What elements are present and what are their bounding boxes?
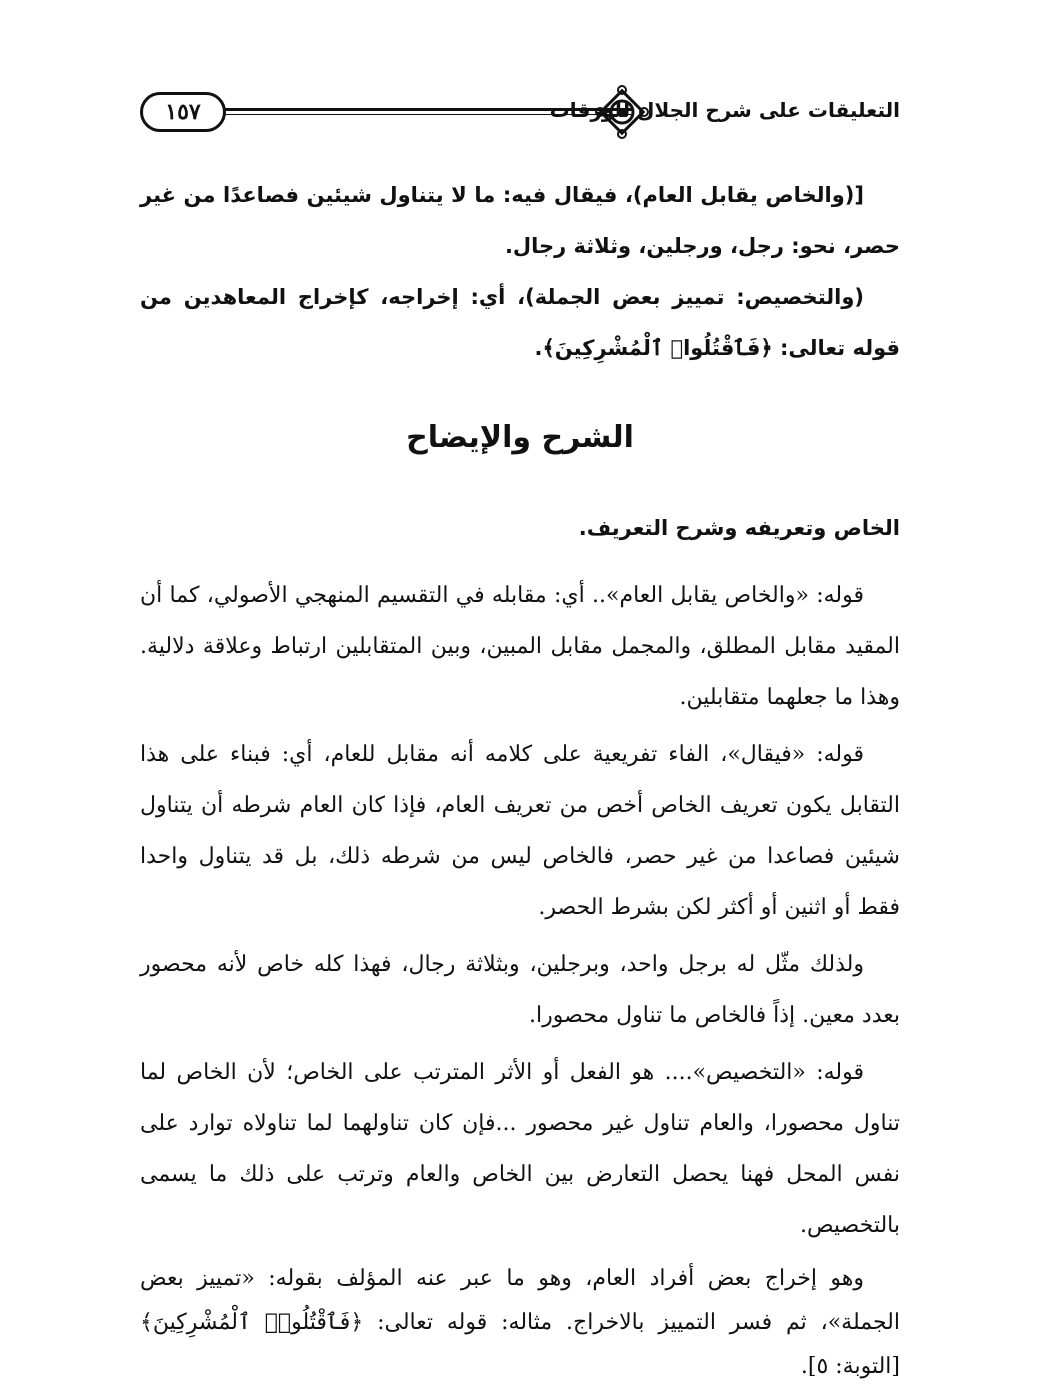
body-paragraph: قوله: «فيقال»، الفاء تفريعية على كلامه أنه مقابل للعام، أي: فبناء على هذا التقابل يكون تعريف الخاص أخص من تعريف العام، فإذا كان العام شرطه أن يتناول شيئين فصاعدا من غير حصر، فالخاص ليس من شرطه ذلك، بل قد يتناول واحدا فقط أو اثنين أو أكثر لكن بشرط الحصر. <box>140 742 900 920</box>
body-paragraph: قوله: «التخصيص».... هو الفعل أو الأثر المترتب على الخاص؛ لأن الخاص لما تناول محصورا، والعام تناول غير محصور ...فإن كان تناولهما لما تناولاه توارد على نفس المحل فهنا يحصل التعارض بين الخاص والعام وترتب على ذلك ما يسمى بالتخصيص. <box>140 1060 900 1238</box>
body-paragraph: ولذلك مثّل له برجل واحد، وبرجلين، وبثلاثة رجال، فهذا كله خاص لأنه محصور بعدد معين. إذاً فالخاص ما تناول محصورا. <box>140 952 900 1028</box>
body-paragraph: قوله: «والخاص يقابل العام».. أي: مقابله في التقسيم المنهجي الأصولي، كما أن المقيد مقابل المطلق، والمجمل مقابل المبين، وبين المتقابلين ارتباط وعلاقة دلالية. وهذا ما جعلهما متقابلين. <box>140 583 900 710</box>
page-header <box>140 78 900 148</box>
commentary-block <box>140 570 900 1389</box>
running-title: التعليقات على شرح الجلال للورقات <box>549 98 900 122</box>
matn-block <box>140 170 900 374</box>
section-title: الشرح والإيضاح <box>406 420 634 455</box>
matn-paragraph: (والتخصيص: تمييز بعض الجملة)، أي: إخراجه، كإخراج المعاهدين من قوله تعالى: ﴿فَٱقْتُلُوا۟ ٱلْمُشْرِكِينَ﴾. <box>140 285 900 360</box>
matn-paragraph: [(والخاص يقابل العام)، فيقال فيه: ما لا يتناول شيئين فصاعدًا من غير حصر، نحو: رجل، ورجلين، وثلاثة رجال. <box>140 183 900 258</box>
sub-heading: الخاص وتعريفه وشرح التعريف. <box>578 516 900 540</box>
page-number: ١٥٧ <box>140 92 226 132</box>
body-paragraph: وهو إخراج بعض أفراد العام، وهو ما عبر عنه المؤلف بقوله: «تمييز بعض الجملة»، ثم فسر التمييز بالاخراج. مثاله: قوله تعالى: ﴿فَٱقْتُلُوا۟ ٱلْمُشْرِكِينَ﴾ [التوبة: ٥]. <box>140 1266 900 1379</box>
